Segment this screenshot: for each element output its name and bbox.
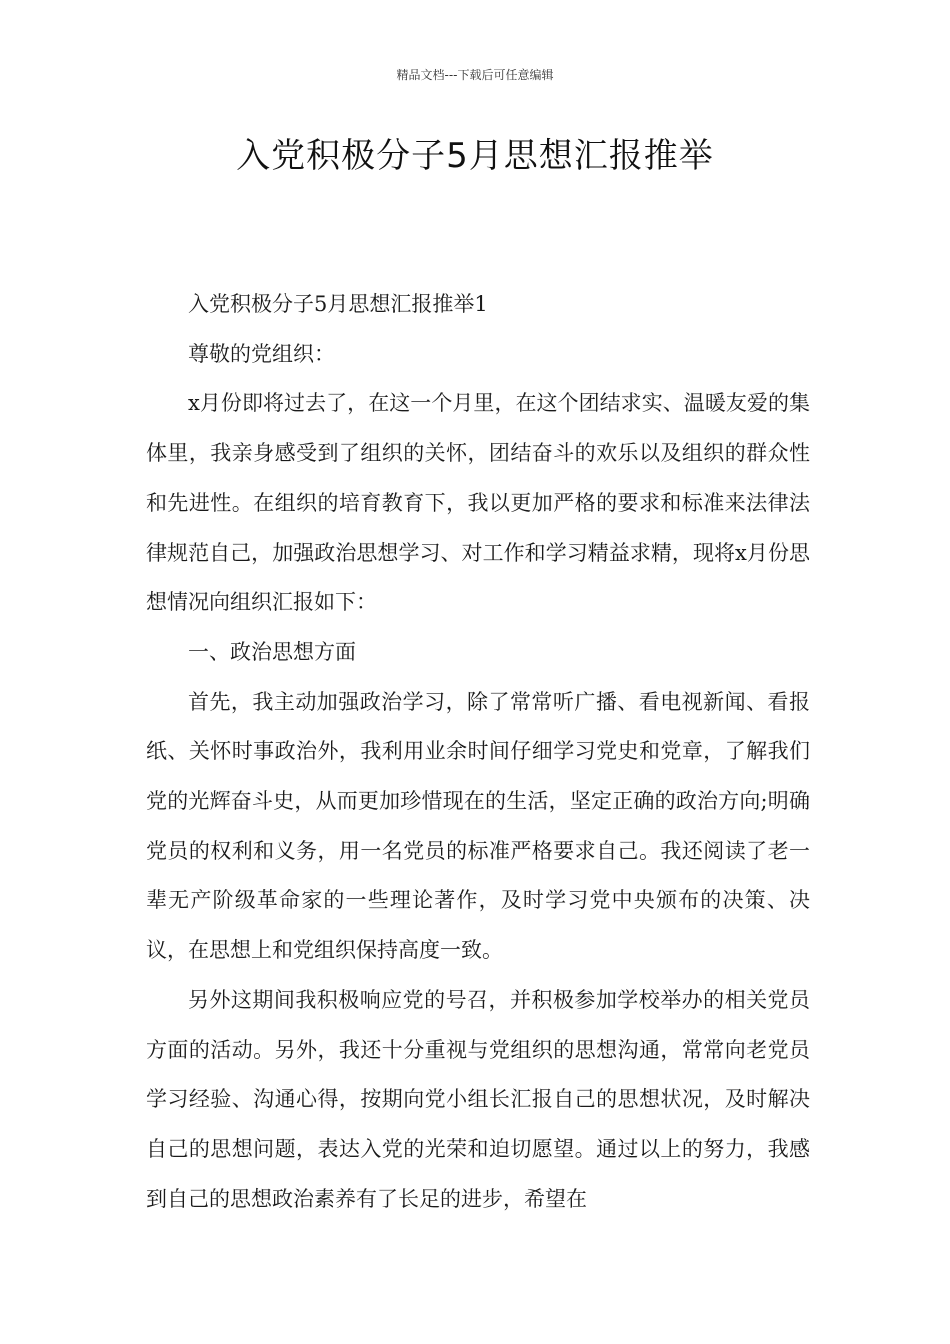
paragraph-political-study: 首先，我主动加强政治学习，除了常常听广播、看电视新闻、看报纸、关怀时事政治外，我利用业余时间仔细学习党史和党章，了解我们党的光辉奋斗史，从而更加珍惜现在的生活，坚定正确的政治方向;明确党员的权利和义务，用一名党员的标准严格要求自己。我还阅读了老一辈无产阶级革命家的一些理论著作，及时学习党中央颁布的决策、决议，在思想上和党组织保持高度一致。	[146, 689, 810, 963]
header-note: 精品文档---下载后可任意编辑	[396, 68, 554, 82]
paragraph-activities: 另外这期间我积极响应党的号召，并积极参加学校举办的相关党员方面的活动。另外，我还十分重视与党组织的思想沟通，常常向老党员学习经验、沟通心得，按期向党小组长汇报自己的思想状况，及时解决自己的思想问题，表达入党的光荣和迫切愿望。通过以上的努力，我感到自己的思想政治素养有了长足的进步，希望在	[146, 987, 810, 1211]
document-body	[146, 280, 810, 1224]
paragraph-intro: x月份即将过去了，在这一个月里，在这个团结求实、温暖友爱的集体里，我亲身感受到了组织的关怀，团结奋斗的欢乐以及组织的群众性和先进性。在组织的培育教育下，我以更加严格的要求和标准来法律法律规范自己，加强政治思想学习、对工作和学习精益求精，现将x月份思想情况向组织汇报如下：	[146, 391, 810, 615]
document-title: 入党积极分子5月思想汇报推举	[236, 136, 714, 176]
paragraph-section-heading: 一、政治思想方面	[188, 639, 356, 664]
paragraph-salutation: 尊敬的党组织：	[188, 341, 335, 366]
paragraph-subtitle: 入党积极分子5月思想汇报推举1	[188, 292, 488, 316]
